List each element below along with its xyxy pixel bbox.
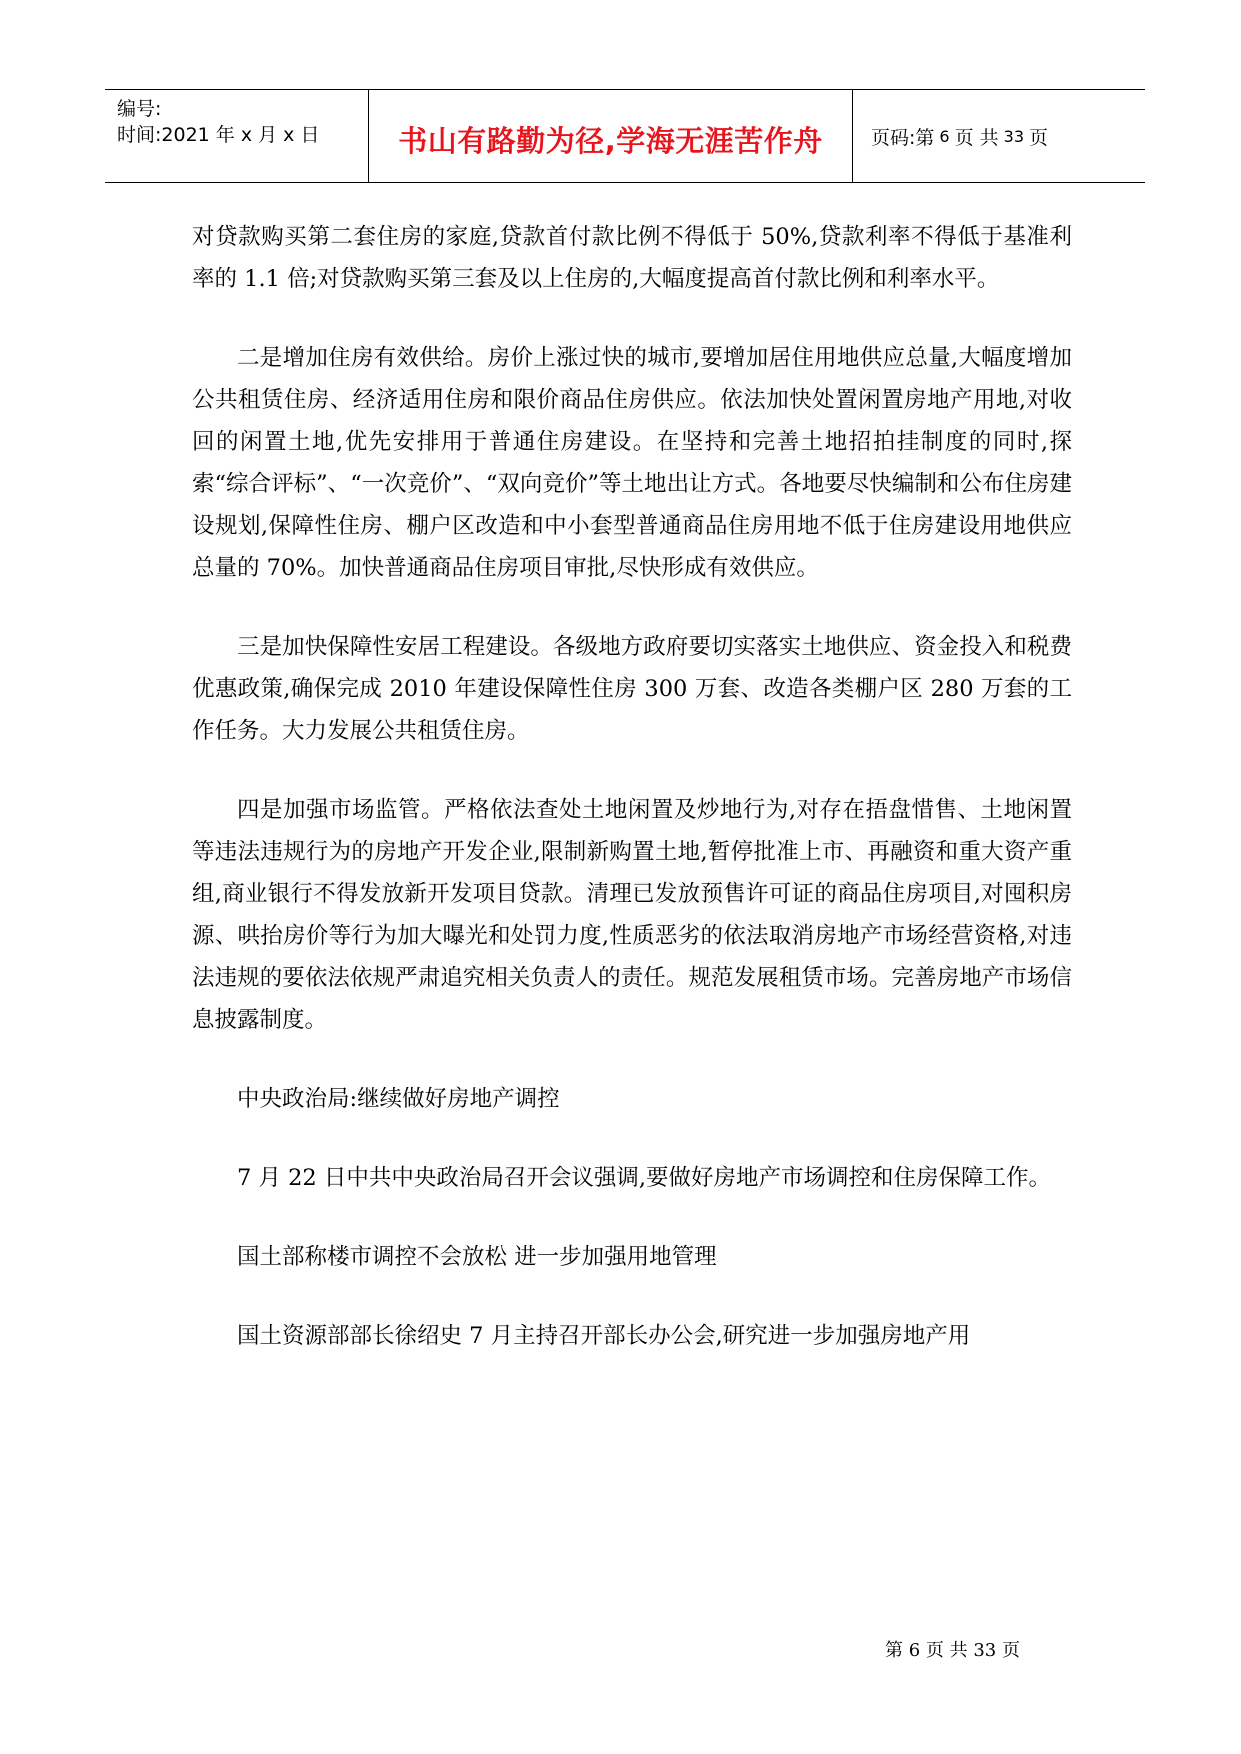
subheading-politburo: 中央政治局:继续做好房地产调控: [237, 1086, 560, 1112]
document-body: [192, 216, 1072, 1357]
page-total: 33: [1003, 126, 1024, 146]
page-header: [105, 89, 1145, 183]
header-motto: 书山有路勤为径,学海无涯苦作舟: [398, 123, 823, 158]
paragraph-land-ministry: 国土资源部部长徐绍史 7 月主持召开部长办公会,研究进一步加强房地产用: [237, 1323, 971, 1349]
paragraph-politburo-meeting: 7 月 22 日中共中央政治局召开会议强调,要做好房地产市场调控和住房保障工作。: [237, 1165, 1052, 1191]
paragraph-mortgage-policy: 对贷款购买第二套住房的家庭,贷款首付款比例不得低于 50%,贷款利率不得低于基准利率的 1.1 倍;对贷款购买第三套及以上住房的,大幅度提高首付款比例和利率水平。: [192, 224, 1072, 292]
page-mid: 页 共: [954, 126, 999, 149]
header-meta: [105, 90, 369, 182]
header-motto-cell: [369, 90, 853, 182]
document-code-label: 编号:: [117, 98, 162, 120]
page-number: 6: [939, 126, 950, 146]
paragraph-market-supervision: 四是加强市场监管。严格依法查处土地闲置及炒地行为,对存在捂盘惜售、土地闲置等违法违规行为的房地产开发企业,限制新购置土地,暂停批准上市、再融资和重大资产重组,商业银行不得发放新开发项目贷款。清理已发放预售许可证的商品住房项目,对囤积房源、哄抬房价等行为加大曝光和处罚力度,性质恶劣的依法取消房地产市场经营资格,对违法违规的要依法依规严肃追究相关负责人的责任。规范发展租赁市场。完善房地产市场信息披露制度。: [192, 797, 1072, 1033]
page-footer: 第 6 页 共 33 页: [885, 1640, 1020, 1661]
header-page-info: [853, 90, 1145, 182]
page-suffix: 页: [1029, 126, 1049, 149]
paragraph-affordable-housing: 三是加快保障性安居工程建设。各级地方政府要切实落实土地供应、资金投入和税费优惠政策,确保完成 2010 年建设保障性住房 300 万套、改造各类棚户区 280 万套的工作任务。大力发展公共租赁住房。: [192, 634, 1072, 744]
page-prefix: 页码:第: [871, 126, 935, 149]
document-time-label: 时间:2021 年 x 月 x 日: [117, 124, 320, 146]
paragraph-housing-supply: 二是增加住房有效供给。房价上涨过快的城市,要增加居住用地供应总量,大幅度增加公共租赁住房、经济适用住房和限价商品住房供应。依法加快处置闲置房地产用地,对收回的闲置土地,优先安排用于普通住房建设。在坚持和完善土地招拍挂制度的同时,探索“综合评标”、“一次竞价”、“双向竞价”等土地出让方式。各地要尽快编制和公布住房建设规划,保障性住房、棚户区改造和中小套型普通商品住房用地不低于住房建设用地供应总量的 70%。加快普通商品住房项目审批,尽快形成有效供应。: [192, 345, 1072, 581]
subheading-land-ministry: 国土部称楼市调控不会放松 进一步加强用地管理: [237, 1244, 717, 1270]
